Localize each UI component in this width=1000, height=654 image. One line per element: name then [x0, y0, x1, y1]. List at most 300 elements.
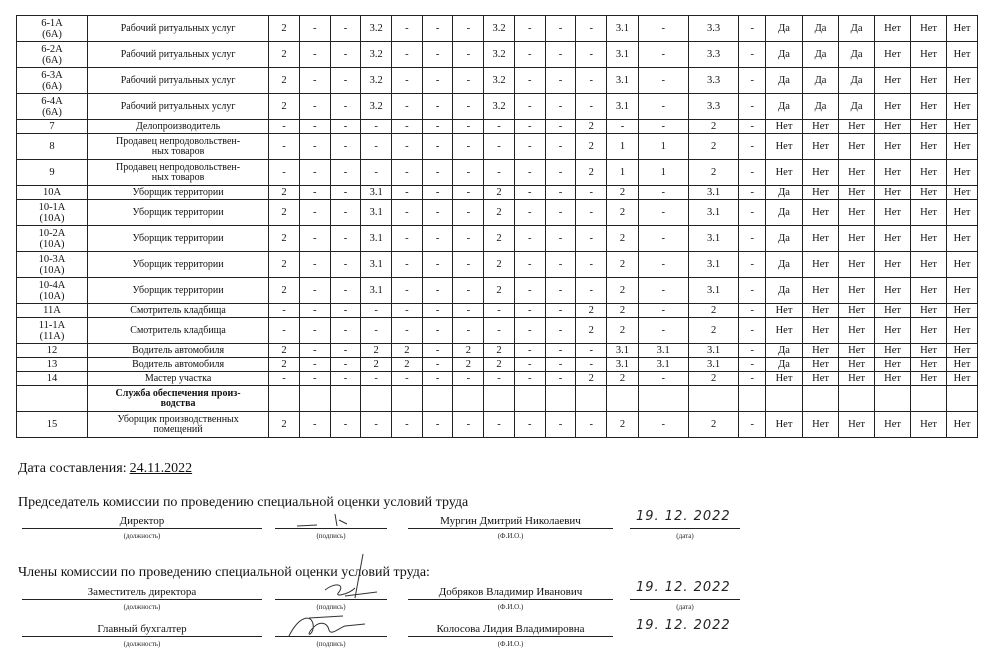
table-cell: -: [422, 344, 453, 358]
table-cell: 3.1: [688, 358, 739, 372]
table-cell: -: [576, 412, 607, 438]
job-title: Рабочий ритуальных услуг: [87, 16, 268, 42]
table-cell: -: [545, 68, 576, 94]
table-cell: 2: [688, 120, 739, 134]
table-cell: -: [739, 226, 765, 252]
table-cell: Нет: [803, 120, 839, 134]
caption-date: (дата): [676, 532, 694, 540]
member-2-signature: [285, 610, 385, 642]
chair-position: Директор: [119, 515, 165, 527]
table-cell: Нет: [911, 68, 947, 94]
table-cell: -: [514, 318, 545, 344]
table-cell: Нет: [911, 42, 947, 68]
table-cell: -: [453, 226, 484, 252]
table-cell: Нет: [839, 412, 875, 438]
table-cell: Да: [803, 16, 839, 42]
row-number: 11А: [17, 304, 88, 318]
member-2-date: 19. 12. 2022: [636, 618, 731, 633]
table-cell: -: [514, 68, 545, 94]
table-cell: Нет: [911, 252, 947, 278]
table-cell: Нет: [947, 68, 978, 94]
table-cell: -: [576, 200, 607, 226]
table-cell: -: [422, 94, 453, 120]
table-cell: -: [638, 318, 688, 344]
table-cell: -: [330, 344, 361, 358]
table-cell: 3.1: [607, 358, 639, 372]
table-cell: Нет: [803, 226, 839, 252]
table-cell: [299, 386, 330, 412]
table-cell: 2: [269, 200, 300, 226]
table-cell: Да: [765, 344, 802, 358]
table-cell: Да: [839, 42, 875, 68]
row-number: 7: [17, 120, 88, 134]
row-number: 15: [17, 412, 88, 438]
table-cell: -: [269, 304, 300, 318]
row-number: 10-1А (10А): [17, 200, 88, 226]
table-cell: 3.3: [688, 42, 739, 68]
job-title: Продавец непродовольствен- ных товаров: [87, 160, 268, 186]
table-cell: -: [576, 16, 607, 42]
table-row: [17, 94, 978, 120]
table-cell: -: [361, 372, 392, 386]
table-cell: -: [545, 134, 576, 160]
table-cell: -: [392, 372, 423, 386]
table-cell: -: [545, 278, 576, 304]
table-cell: -: [269, 372, 300, 386]
table-cell: Да: [839, 94, 875, 120]
table-cell: 3.2: [361, 94, 392, 120]
table-cell: -: [361, 160, 392, 186]
date-value: 24.11.2022: [129, 461, 193, 476]
table-cell: 2: [576, 318, 607, 344]
job-title: Водитель автомобиля: [87, 344, 268, 358]
table-cell: -: [299, 304, 330, 318]
table-row: [17, 252, 978, 278]
table-cell: -: [739, 318, 765, 344]
table-cell: Нет: [875, 120, 911, 134]
job-title: Уборщик территории: [87, 226, 268, 252]
table-cell: 2: [607, 226, 639, 252]
table-cell: 2: [484, 200, 515, 226]
table-cell: Да: [765, 358, 802, 372]
table-row: [17, 412, 978, 438]
table-cell: 2: [576, 372, 607, 386]
table-cell: 2: [576, 120, 607, 134]
table-cell: Нет: [911, 278, 947, 304]
table-cell: -: [422, 304, 453, 318]
table-cell: -: [299, 372, 330, 386]
member-1-signature: [315, 552, 385, 602]
table-cell: -: [453, 68, 484, 94]
table-cell: 3.2: [361, 16, 392, 42]
table-cell: Нет: [765, 412, 802, 438]
table-cell: Нет: [803, 186, 839, 200]
table-cell: -: [269, 318, 300, 344]
table-cell: -: [299, 94, 330, 120]
table-cell: 3.3: [688, 94, 739, 120]
table-cell: -: [392, 160, 423, 186]
table-cell: Нет: [765, 160, 802, 186]
table-cell: 2: [269, 278, 300, 304]
table-cell: [947, 386, 978, 412]
table-cell: Нет: [947, 186, 978, 200]
table-cell: -: [422, 16, 453, 42]
table-cell: -: [484, 318, 515, 344]
table-cell: 3.2: [361, 68, 392, 94]
table-cell: -: [638, 304, 688, 318]
table-cell: -: [361, 120, 392, 134]
table-cell: Нет: [875, 226, 911, 252]
table-cell: -: [739, 94, 765, 120]
row-number: 11-1А (11А): [17, 318, 88, 344]
table-cell: -: [514, 344, 545, 358]
table-cell: 3.1: [607, 16, 639, 42]
table-cell: -: [514, 16, 545, 42]
table-cell: -: [739, 68, 765, 94]
row-number: 13: [17, 358, 88, 372]
table-cell: -: [453, 120, 484, 134]
table-row: [17, 304, 978, 318]
table-cell: [453, 386, 484, 412]
table-cell: -: [514, 42, 545, 68]
table-cell: [911, 386, 947, 412]
table-cell: Нет: [875, 160, 911, 186]
table-cell: Нет: [947, 200, 978, 226]
table-cell: Нет: [839, 120, 875, 134]
table-row: [17, 386, 978, 412]
table-cell: 2: [453, 344, 484, 358]
row-number: 10А: [17, 186, 88, 200]
table-cell: -: [453, 42, 484, 68]
table-cell: Нет: [803, 358, 839, 372]
table-cell: Нет: [839, 200, 875, 226]
table-cell: -: [299, 68, 330, 94]
table-cell: -: [361, 304, 392, 318]
table-cell: 2: [392, 344, 423, 358]
table-cell: Да: [765, 252, 802, 278]
table-cell: -: [299, 278, 330, 304]
table-cell: 2: [269, 412, 300, 438]
job-title: Рабочий ритуальных услуг: [87, 94, 268, 120]
job-title: Водитель автомобиля: [87, 358, 268, 372]
table-cell: -: [514, 120, 545, 134]
table-cell: -: [330, 16, 361, 42]
members-heading: Члены комиссии по проведению специальной оценки условий труда:: [18, 565, 430, 580]
table-cell: -: [607, 120, 639, 134]
table-cell: 3.1: [688, 226, 739, 252]
row-number: 12: [17, 344, 88, 358]
table-cell: Нет: [803, 200, 839, 226]
table-cell: -: [545, 160, 576, 186]
table-cell: [607, 386, 639, 412]
table-cell: -: [576, 94, 607, 120]
member-1-position: Заместитель директора: [87, 586, 197, 598]
table-cell: 2: [392, 358, 423, 372]
table-cell: 3.2: [484, 68, 515, 94]
table-cell: -: [514, 186, 545, 200]
table-cell: -: [330, 226, 361, 252]
table-row: [17, 344, 978, 358]
table-cell: 3.2: [484, 16, 515, 42]
table-cell: 2: [688, 412, 739, 438]
table-cell: [514, 386, 545, 412]
job-title: Уборщик территории: [87, 200, 268, 226]
table-cell: Нет: [839, 252, 875, 278]
table-cell: -: [514, 134, 545, 160]
table-cell: -: [638, 226, 688, 252]
table-cell: 2: [607, 278, 639, 304]
table-cell: 1: [638, 134, 688, 160]
table-cell: 3.1: [607, 68, 639, 94]
table-cell: -: [392, 200, 423, 226]
member-2-position: Главный бухгалтер: [97, 623, 187, 635]
table-cell: Нет: [947, 252, 978, 278]
table-cell: 2: [484, 186, 515, 200]
table-cell: -: [638, 200, 688, 226]
table-cell: Нет: [875, 94, 911, 120]
table-cell: -: [453, 304, 484, 318]
table-cell: 2: [361, 358, 392, 372]
table-cell: -: [269, 160, 300, 186]
table-cell: -: [514, 358, 545, 372]
table-cell: 2: [484, 344, 515, 358]
job-title: Смотритель кладбища: [87, 318, 268, 344]
table-cell: -: [330, 186, 361, 200]
caption-signature: (подпись): [316, 640, 346, 648]
table-cell: -: [392, 318, 423, 344]
table-cell: -: [422, 186, 453, 200]
table-cell: Нет: [947, 304, 978, 318]
table-cell: -: [514, 252, 545, 278]
table-cell: Нет: [803, 372, 839, 386]
table-cell: 2: [688, 160, 739, 186]
table-cell: 2: [607, 412, 639, 438]
table-cell: Нет: [875, 344, 911, 358]
table-cell: -: [739, 200, 765, 226]
caption-fio: (Ф.И.О.): [497, 532, 524, 540]
table-cell: -: [739, 278, 765, 304]
table-cell: -: [299, 226, 330, 252]
table-cell: 3.1: [688, 186, 739, 200]
table-cell: Да: [765, 200, 802, 226]
table-cell: -: [514, 278, 545, 304]
table-cell: -: [422, 358, 453, 372]
caption-date: (дата): [676, 603, 694, 611]
table-cell: -: [453, 134, 484, 160]
table-cell: 2: [576, 160, 607, 186]
job-title: Рабочий ритуальных услуг: [87, 68, 268, 94]
table-cell: -: [392, 186, 423, 200]
row-number: 6-1А (6А): [17, 16, 88, 42]
table-cell: -: [330, 252, 361, 278]
table-cell: 3.1: [361, 252, 392, 278]
assessment-table: [16, 15, 978, 438]
table-cell: -: [392, 412, 423, 438]
table-cell: -: [299, 160, 330, 186]
table-cell: [361, 386, 392, 412]
table-cell: Нет: [911, 304, 947, 318]
table-row: [17, 120, 978, 134]
table-row: [17, 226, 978, 252]
table-cell: Нет: [947, 344, 978, 358]
table-cell: -: [545, 200, 576, 226]
table-cell: -: [330, 160, 361, 186]
table-cell: 2: [688, 304, 739, 318]
table-cell: Нет: [839, 134, 875, 160]
table-cell: -: [484, 120, 515, 134]
table-cell: Нет: [765, 304, 802, 318]
table-row: [17, 200, 978, 226]
table-cell: -: [576, 344, 607, 358]
table-cell: 2: [269, 226, 300, 252]
table-cell: -: [330, 412, 361, 438]
table-cell: -: [299, 318, 330, 344]
table-cell: -: [739, 252, 765, 278]
table-cell: Нет: [803, 344, 839, 358]
caption-signature: (подпись): [316, 532, 346, 540]
table-cell: 2: [453, 358, 484, 372]
table-cell: -: [392, 120, 423, 134]
table-cell: 3.1: [607, 94, 639, 120]
table-cell: -: [484, 160, 515, 186]
table-cell: Нет: [875, 134, 911, 160]
table-cell: Нет: [803, 304, 839, 318]
table-cell: -: [330, 42, 361, 68]
table-cell: 1: [638, 160, 688, 186]
table-cell: Нет: [875, 318, 911, 344]
table-cell: -: [739, 134, 765, 160]
table-cell: -: [545, 344, 576, 358]
table-cell: 2: [484, 252, 515, 278]
job-title: Продавец непродовольствен- ных товаров: [87, 134, 268, 160]
caption-fio: (Ф.И.О.): [497, 603, 524, 611]
table-cell: -: [299, 16, 330, 42]
table-cell: -: [545, 252, 576, 278]
job-title: Уборщик территории: [87, 278, 268, 304]
table-cell: -: [576, 68, 607, 94]
table-cell: -: [576, 252, 607, 278]
job-title: Уборщик производственных помещений: [87, 412, 268, 438]
table-cell: Да: [765, 186, 802, 200]
table-cell: 3.1: [607, 344, 639, 358]
table-cell: 3.1: [361, 186, 392, 200]
table-cell: -: [545, 120, 576, 134]
table-cell: -: [422, 68, 453, 94]
table-cell: [576, 386, 607, 412]
table-cell: Нет: [803, 278, 839, 304]
table-cell: -: [739, 372, 765, 386]
table-cell: -: [514, 304, 545, 318]
table-cell: -: [361, 134, 392, 160]
table-cell: 2: [607, 304, 639, 318]
table-cell: Нет: [875, 16, 911, 42]
table-cell: 2: [607, 372, 639, 386]
table-cell: -: [484, 134, 515, 160]
table-cell: 1: [607, 160, 639, 186]
table-cell: [839, 386, 875, 412]
table-cell: -: [269, 120, 300, 134]
table-cell: -: [545, 42, 576, 68]
table-cell: Да: [765, 42, 802, 68]
date-label: Дата составления:: [18, 461, 127, 476]
table-cell: -: [545, 186, 576, 200]
table-cell: -: [576, 278, 607, 304]
table-cell: -: [299, 42, 330, 68]
table-cell: [765, 386, 802, 412]
member-2-name: Колосова Лидия Владимировна: [436, 623, 585, 635]
table-cell: 2: [269, 68, 300, 94]
job-title: Смотритель кладбища: [87, 304, 268, 318]
table-cell: -: [739, 358, 765, 372]
table-cell: 3.1: [638, 344, 688, 358]
table-cell: 3.2: [484, 94, 515, 120]
table-cell: Нет: [803, 318, 839, 344]
job-title: Рабочий ритуальных услуг: [87, 42, 268, 68]
table-cell: -: [739, 120, 765, 134]
table-cell: 2: [269, 94, 300, 120]
table-cell: 2: [484, 226, 515, 252]
job-title: Служба обеспечения произ- водства: [87, 386, 268, 412]
table-cell: -: [545, 412, 576, 438]
table-cell: -: [422, 42, 453, 68]
table-cell: 2: [484, 358, 515, 372]
table-cell: Нет: [765, 372, 802, 386]
table-cell: 3.3: [688, 16, 739, 42]
table-cell: -: [299, 358, 330, 372]
table-cell: -: [330, 372, 361, 386]
table-cell: Да: [839, 68, 875, 94]
table-cell: -: [638, 412, 688, 438]
table-cell: -: [739, 186, 765, 200]
table-cell: [638, 386, 688, 412]
table-cell: -: [739, 304, 765, 318]
table-cell: -: [576, 42, 607, 68]
table-cell: -: [299, 252, 330, 278]
table-row: [17, 372, 978, 386]
table-cell: -: [545, 226, 576, 252]
table-cell: -: [330, 304, 361, 318]
table-cell: -: [545, 358, 576, 372]
table-cell: 3.1: [361, 200, 392, 226]
table-cell: Нет: [947, 160, 978, 186]
table-cell: -: [269, 134, 300, 160]
table-row: [17, 68, 978, 94]
table-cell: -: [545, 304, 576, 318]
table-cell: Нет: [875, 186, 911, 200]
table-cell: 2: [688, 372, 739, 386]
table-cell: 3.1: [607, 42, 639, 68]
table-cell: Нет: [911, 372, 947, 386]
table-cell: -: [484, 412, 515, 438]
table-cell: 3.1: [361, 278, 392, 304]
table-cell: -: [453, 278, 484, 304]
table-cell: 2: [269, 344, 300, 358]
caption-fio: (Ф.И.О.): [497, 640, 524, 648]
table-cell: -: [330, 94, 361, 120]
table-cell: Нет: [765, 134, 802, 160]
table-cell: -: [422, 412, 453, 438]
table-cell: [330, 386, 361, 412]
chair-heading: Председатель комиссии по проведению специальной оценки условий труда: [18, 495, 469, 510]
table-cell: -: [453, 372, 484, 386]
table-cell: 2: [269, 42, 300, 68]
table-cell: -: [392, 252, 423, 278]
caption-position: (должность): [123, 532, 161, 540]
table-cell: -: [422, 252, 453, 278]
table-row: [17, 134, 978, 160]
chair-date: 19. 12. 2022: [636, 509, 731, 524]
table-cell: Нет: [803, 412, 839, 438]
